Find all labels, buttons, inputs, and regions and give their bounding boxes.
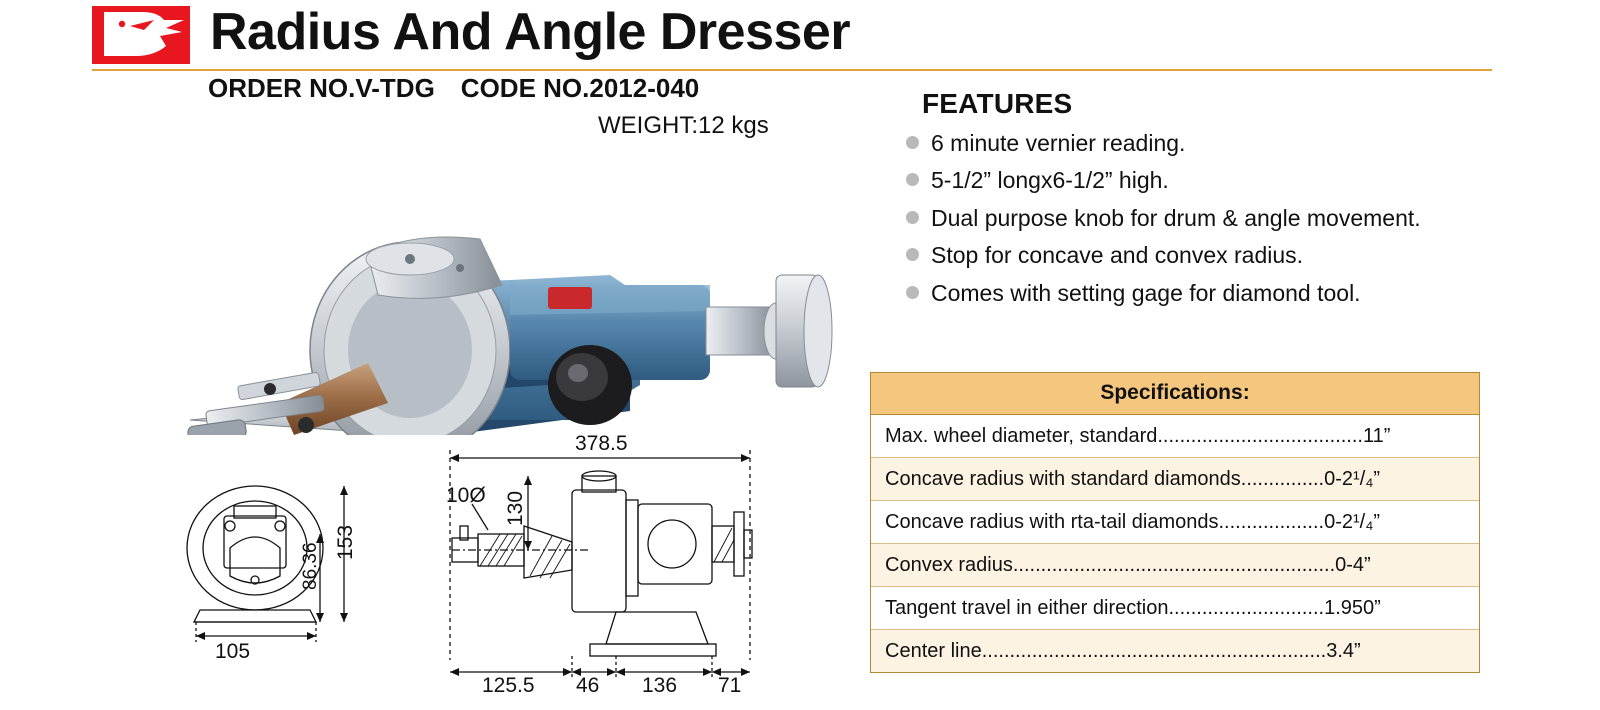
table-row: [871, 415, 1479, 458]
spec-label: Center line: [885, 640, 982, 662]
bullet-icon: [906, 211, 919, 224]
spec-dots: ............................: [1168, 597, 1325, 619]
order-code-line: [208, 73, 699, 104]
feature-text: Stop for concave and convex radius.: [931, 242, 1304, 269]
front-inner-height-dim: 86.36: [300, 542, 321, 590]
spec-dots: ...................: [1218, 511, 1325, 533]
product-photo: [110, 135, 850, 435]
feature-text: 5-1/2” longx6-1/2” high.: [931, 167, 1169, 194]
bullet-icon: [906, 136, 919, 149]
spec-dots: ..............................................................: [981, 640, 1327, 662]
feature-item: [900, 242, 1540, 268]
table-row: [871, 501, 1479, 544]
spec-value: 0-2¹/₄”: [1324, 468, 1381, 490]
spec-label: Tangent travel in either direction: [885, 597, 1169, 619]
code-no-label: CODE NO.2012-040: [460, 73, 700, 103]
table-row: [871, 544, 1479, 587]
bullet-icon: [906, 286, 919, 299]
front-height-dim: 153: [334, 524, 357, 560]
page-title: Radius And Angle Dresser: [210, 3, 851, 61]
spec-label: Concave radius with rta-tail diamonds: [885, 511, 1219, 533]
spec-value: 11”: [1362, 425, 1391, 447]
feature-text: Dual purpose knob for drum & angle movement.: [931, 204, 1421, 231]
segment-dim-3: 136: [642, 674, 678, 695]
bullet-icon: [906, 248, 919, 261]
spec-label: Max. wheel diameter, standard: [885, 425, 1158, 447]
spec-dots: .....................................: [1157, 425, 1363, 447]
spec-value: 0-2¹/₄”: [1324, 511, 1381, 533]
segment-dim-4: 71: [718, 674, 742, 695]
spec-label: Convex radius: [885, 554, 1013, 576]
side-upper-height-dim: 130: [504, 490, 527, 526]
technical-drawings: [120, 430, 880, 695]
feature-item: [900, 130, 1540, 156]
spec-value: 3.4”: [1326, 640, 1361, 662]
table-row: [871, 587, 1479, 630]
title-divider: [92, 69, 1492, 71]
table-row: [871, 458, 1479, 501]
feature-text: 6 minute vernier reading.: [931, 130, 1186, 156]
spec-value: 1.950”: [1324, 597, 1381, 619]
eagle-head-logo-icon: [92, 6, 190, 64]
weight-label: WEIGHT:12 kgs: [598, 112, 769, 139]
spec-value: 0-4”: [1335, 554, 1371, 576]
specifications-heading: Specifications:: [871, 373, 1479, 415]
spec-dots: ...............: [1240, 468, 1325, 490]
features-section: [900, 88, 1540, 317]
features-heading: FEATURES: [922, 88, 1073, 119]
front-width-dim: 105: [215, 640, 251, 663]
feature-item: [900, 205, 1540, 231]
feature-text: Comes with setting gage for diamond tool.: [931, 279, 1361, 306]
front-view-drawing: [187, 486, 348, 642]
bullet-icon: [906, 173, 919, 186]
segment-dim-1: 125.5: [482, 674, 535, 695]
feature-item: [900, 167, 1540, 193]
order-no-label: ORDER NO.V-TDG: [208, 73, 435, 103]
side-view-drawing: [450, 450, 752, 678]
spec-label: Concave radius with standard diamonds: [885, 468, 1241, 490]
hole-dim: 10Ø: [446, 484, 486, 507]
spec-dots: ..........................................................: [1012, 554, 1336, 576]
specifications-table: [870, 372, 1480, 673]
feature-item: [900, 280, 1540, 306]
side-total-length-dim: 378.5: [575, 432, 628, 455]
table-row: [871, 630, 1479, 672]
segment-dim-2: 46: [576, 674, 600, 695]
